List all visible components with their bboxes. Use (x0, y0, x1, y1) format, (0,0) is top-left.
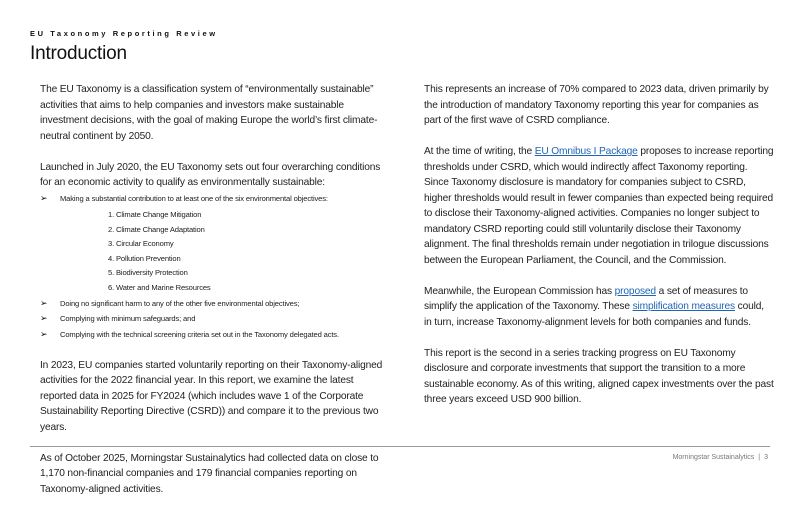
arrow-bullet-icon: ➢ (40, 297, 48, 308)
arrow-bullet-icon: ➢ (40, 192, 48, 203)
proposed-link[interactable]: proposed (614, 285, 656, 297)
objectives-list (60, 208, 388, 296)
footer-brand: Morningstar Sustainalytics (672, 454, 755, 461)
paragraph (424, 284, 774, 331)
right-column (424, 82, 774, 423)
arrow-bullet-icon: ➢ (40, 313, 48, 324)
objective-item: 6. Water and Marine Resources (108, 282, 211, 292)
objective-item: 5. Biodiversity Protection (108, 268, 188, 278)
paragraph: As of October 2025, Morningstar Sustainalytics had collected data on close to 1,170 non-financial companies and 179 financial companies reporting on Taxonomy-aligned activities. (40, 452, 379, 495)
footer-divider (30, 446, 770, 447)
text-run: proposes to increase reporting thresholds under CSRD, which would indirectly affect Taxonomy reporting. Since Taxonomy disclosure is mandatory for companies subject to CSRD, higher thresholds would result in fewer companies than expected being required to disclose their Taxonomy-aligned activities. Companies no longer subject to mandatory CSRD reporting could still voluntarily disclose their Taxonomy alignment. The final thresholds remain under negotiation in trilogue discussions between the European Parliament, the Council, and the Commission. (424, 146, 774, 266)
text-run: At the time of writing, the (424, 146, 535, 157)
list-item (40, 327, 388, 343)
eu-omnibus-link[interactable]: EU Omnibus I Package (534, 146, 638, 157)
paragraph: The EU Taxonomy is a classification system of “environmentally sustainable” activities that aims to help companies and investors make sustainable investment decisions, with the goal of making Europe the world’s first climate-neutral continent by 2050. (40, 84, 378, 142)
list-item-text: Doing no significant harm to any of the other five environmental objectives; (60, 298, 300, 308)
text-run: a set of measures to simplify the application of the Taxonomy. These (424, 285, 748, 312)
objective-item: 4. Pollution Prevention (108, 253, 181, 263)
footer-separator: | (758, 454, 761, 461)
list-item (40, 296, 388, 312)
page-title: Introduction (30, 43, 127, 64)
page-number: 3 (764, 454, 768, 461)
paragraph: This report is the second in a series tracking progress on EU Taxonomy disclosure and corporate investments that support the transition to a more sustainable economy. As of this writing, aligned capex investments over the past three years exceed USD 900 billion. (424, 347, 774, 405)
report-kicker: EU Taxonomy Reporting Review (30, 29, 218, 38)
conditions-list (40, 191, 388, 343)
left-column (40, 82, 388, 513)
list-item (40, 191, 388, 296)
arrow-bullet-icon: ➢ (40, 328, 48, 339)
paragraph: In 2023, EU companies started voluntarily reporting on their Taxonomy-aligned activities for the 2022 financial year. In this report, we examine the latest reported data in 2025 for FY2024 (which includes wave 1 of the Corporate Sustainability Reporting Directive (CSRD)) and compare it to the previous two years. (40, 359, 383, 433)
paragraph: This represents an increase of 70% compared to 2023 data, driven primarily by the introduction of mandatory Taxonomy reporting this year for companies as part of the first wave of CSRD compliance. (424, 84, 769, 126)
simplification-measures-link[interactable]: simplification measures (632, 301, 735, 312)
list-item-text: Making a substantial contribution to at least one of the six environmental objectives: (60, 193, 328, 203)
paragraph (424, 144, 774, 268)
list-item-text: Complying with minimum safeguards; and (60, 314, 196, 324)
objective-item: 3. Circular Economy (108, 239, 174, 249)
text-run: could, in turn, increase Taxonomy-alignment levels for both companies and funds. (424, 301, 764, 328)
list-item-text: Complying with the technical screening criteria set out in the Taxonomy delegated acts. (60, 329, 339, 339)
list-item (40, 311, 388, 327)
objective-item: 1. Climate Change Mitigation (108, 210, 202, 219)
objective-item: 2. Climate Change Adaptation (108, 224, 205, 234)
text-run: Meanwhile, the European Commission has (424, 285, 615, 297)
paragraph: Launched in July 2020, the EU Taxonomy sets out four overarching conditions for an economic activity to qualify as environmentally sustainable: (40, 161, 381, 188)
footer (673, 454, 768, 461)
